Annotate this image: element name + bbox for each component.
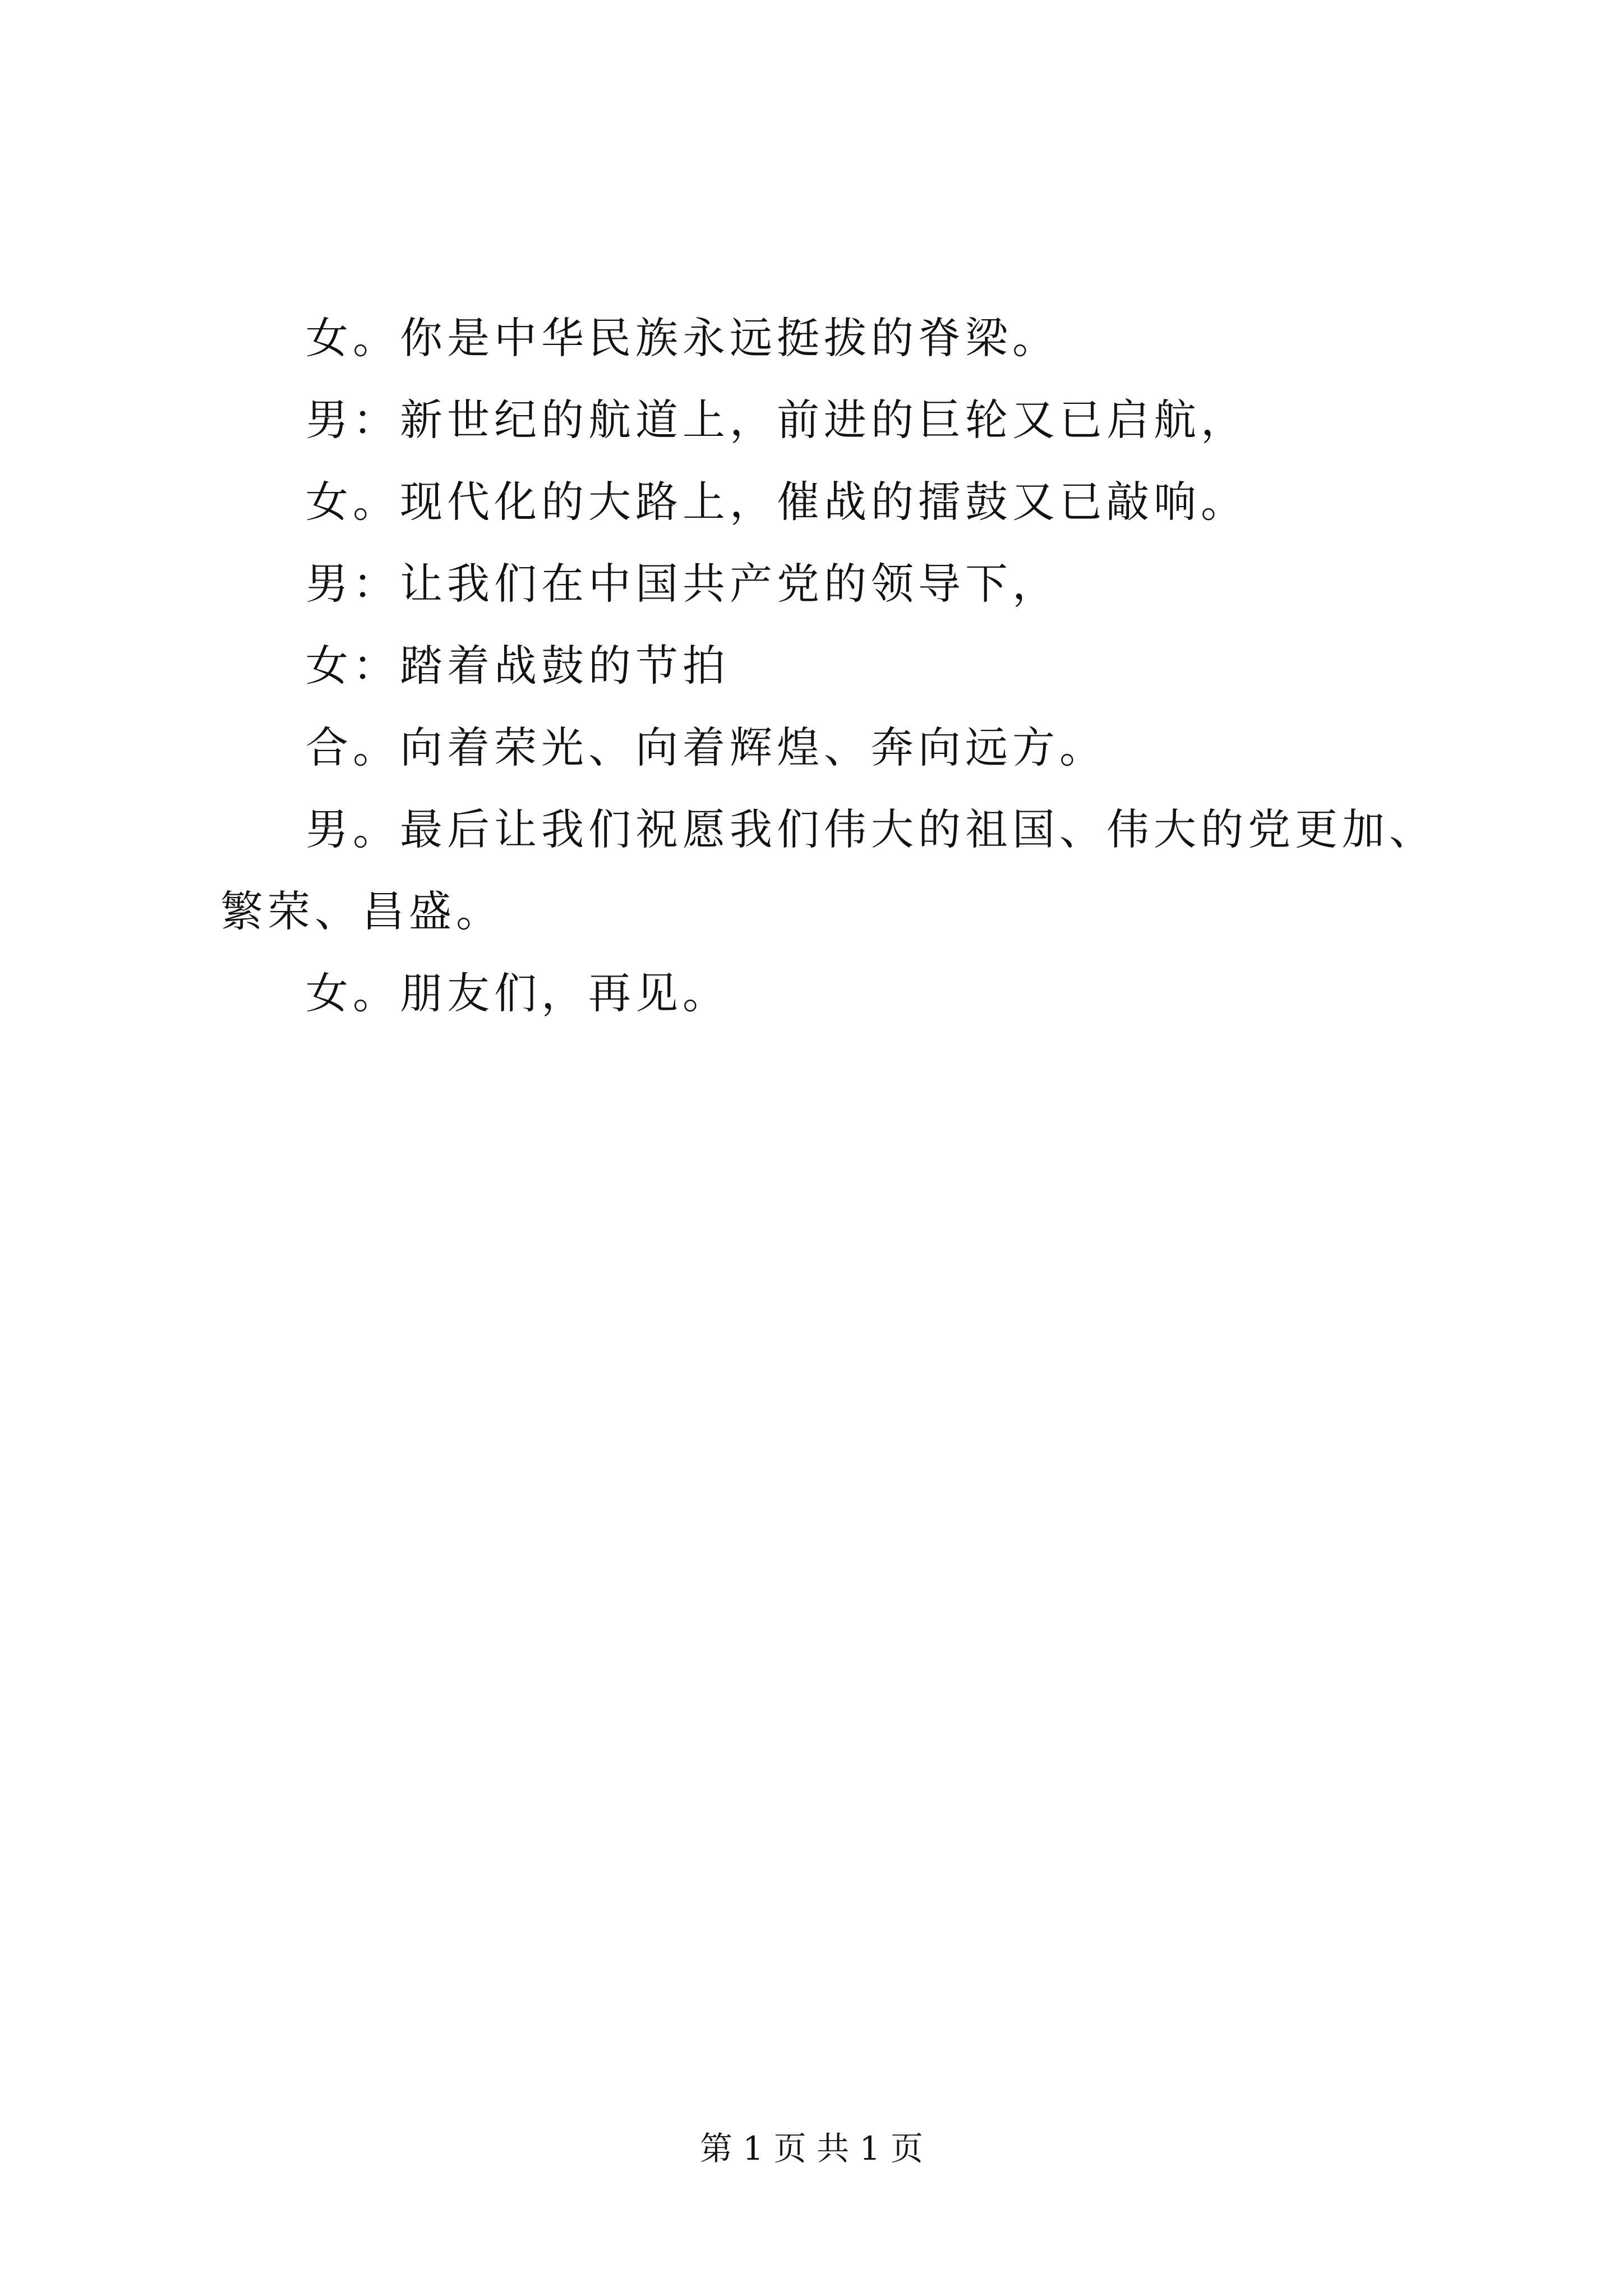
paragraph: 女。朋友们，再见。 [306, 968, 730, 1018]
paragraph: 男：让我们在中国共产党的领导下， [306, 559, 1059, 609]
paragraph: 女。你是中华民族永远挺拔的脊梁。 [306, 313, 1059, 363]
paragraph: 男。最后让我们祝愿我们伟大的祖国、伟大的党更加、繁荣、昌盛。 [220, 804, 1436, 936]
paragraph: 女：踏着战鼓的节拍 [306, 641, 730, 691]
paragraph: 女。现代化的大路上，催战的擂鼓又已敲响。 [306, 477, 1248, 527]
paragraph: 合。向着荣光、向着辉煌、奔向远方。 [306, 723, 1106, 772]
paragraph: 男：新世纪的航道上，前进的巨轮又已启航， [306, 395, 1248, 445]
page-footer: 第 1 页 共 1 页 [700, 2129, 923, 2168]
document-body [220, 297, 1437, 1034]
